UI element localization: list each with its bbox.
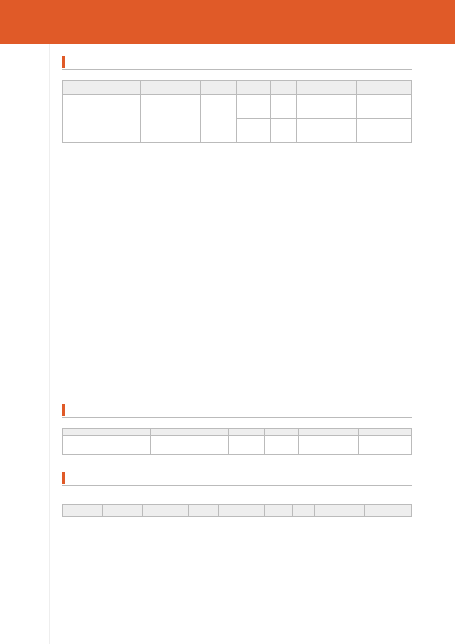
col-header [189,505,219,517]
price-cell [357,119,412,143]
internal-table [62,428,412,455]
col-header [357,81,412,95]
section-bar [62,404,65,416]
ic-table [62,504,412,517]
col-header [297,81,357,95]
solvent-cell [201,95,237,143]
col-header [63,81,141,95]
col-header [237,81,271,95]
col-header [365,505,412,517]
volume-cell [237,95,271,119]
volume-cell [265,436,299,455]
col-header [63,505,103,517]
section-bar [62,472,65,484]
section-ic-header [62,470,412,486]
chapter-number [0,0,50,44]
section-crm-header [62,54,412,70]
product-name-cell [63,436,151,455]
col-header [271,81,297,95]
cat-no-cell [299,436,359,455]
traceability-dot [271,95,297,119]
solvent-cell [229,436,265,455]
cat-no-cell [297,95,357,119]
cat-no-cell [297,119,357,143]
section-internal-header [62,402,412,418]
page-header [50,0,455,44]
product-name-cell [63,95,141,143]
col-header [229,429,265,436]
col-header [359,429,412,436]
col-header [219,505,265,517]
components-cell [141,95,201,143]
col-header [299,429,359,436]
volume-cell [237,119,271,143]
col-header [293,505,315,517]
col-header [103,505,143,517]
col-header [151,429,229,436]
traceability-dot [271,119,297,143]
price-cell [359,436,412,455]
col-header [141,81,201,95]
col-header [265,505,293,517]
col-header [143,505,189,517]
components-cell [151,436,229,455]
section-bar [62,56,65,68]
crm-table [62,80,412,143]
col-header [265,429,299,436]
col-header [201,81,237,95]
col-header [63,429,151,436]
col-header [315,505,365,517]
chapter-vertical-title [14,48,36,148]
price-cell [357,95,412,119]
